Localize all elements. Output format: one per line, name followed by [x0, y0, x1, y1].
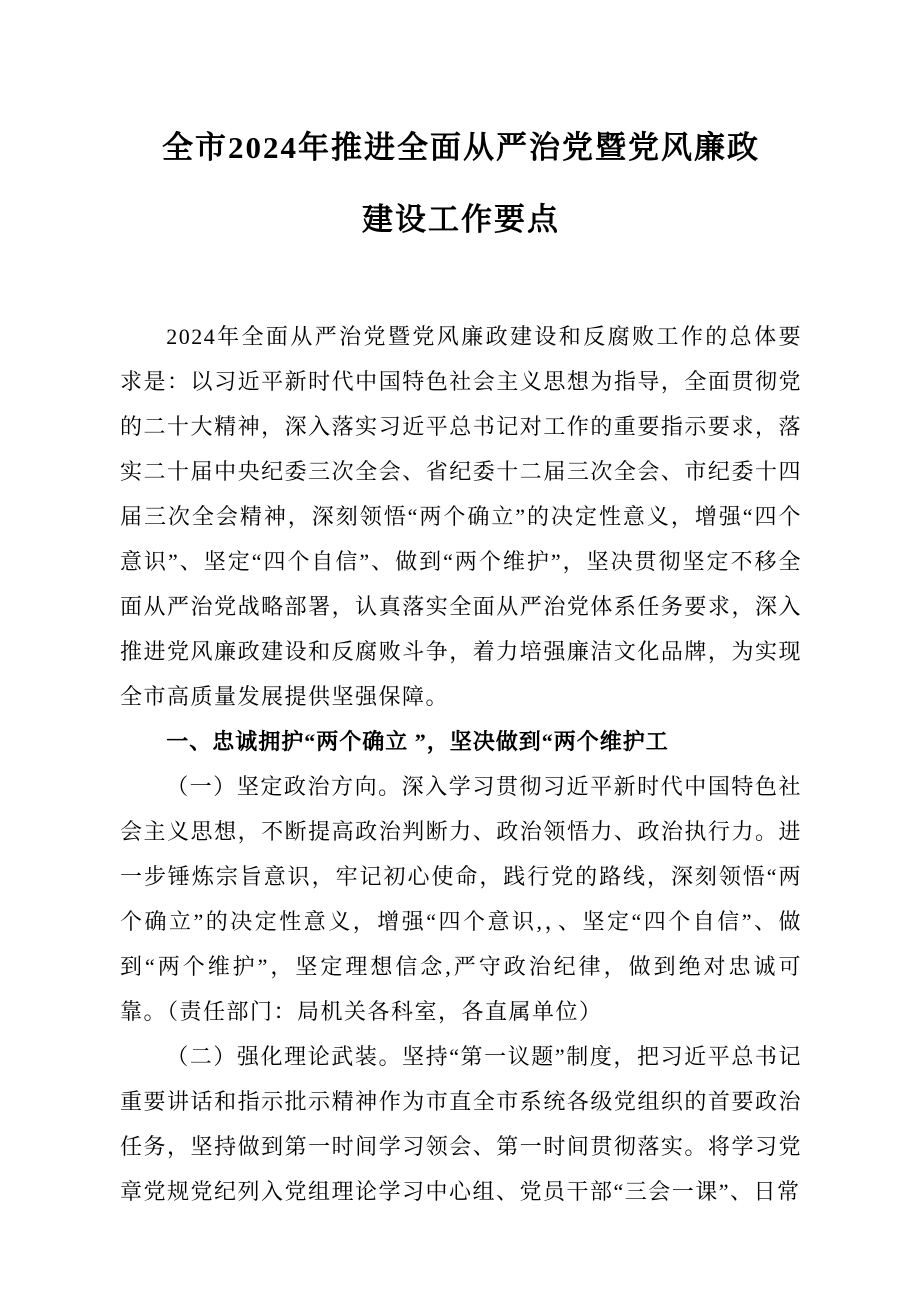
document-body — [120, 314, 802, 1214]
paragraph-item-1: （一）坚定政治方向。深入学习贯彻习近平新时代中国特色社会主义思想，不断提高政治判断力、政治领悟力、政治执行力。进一步锤炼宗旨意识，牢记初心使命，践行党的路线，深刻领悟“两个确立”的决定性意义，增强“四个意识,，、坚定“四个自信”、做到“两个维护”，坚定理想信念,严守政治纪律，做到绝对忠诚可靠。（责任部门：局机关各科室，各直属单位） — [120, 774, 802, 1024]
paragraph-overview: 2024年全面从严治党暨党风廉政建设和反腐败工作的总体要求是：以习近平新时代中国特色社会主义思想为指导，全面贯彻党的二十大精神，深入落实习近平总书记对工作的重要指示要求，落实二十届中央纪委三次全会、省纪委十二届三次全会、市纪委十四届三次全会精神，深刻领悟“两个确立”的决定性意义，增强“四个意识”、坚定“四个自信”、做到“两个维护”，坚决贯彻坚定不移全面从严治党战略部署，认真落实全面从严治党体系任务要求，深入推进党风廉政建设和反腐败斗争，着力培强廉洁文化品牌，为实现全市高质量发展提供坚强保障。 — [120, 324, 802, 709]
paragraph-item-2: （二）强化理论武装。坚持“第一议题”制度，把习近平总书记重要讲话和指示批示精神作为市直全市系统各级党组织的首要政治任务，坚持做到第一时间学习领会、第一时间贯彻落实。将学习党章党规党纪列入党组理论学习中心组、党员干部“三会一课”、日常 — [120, 1044, 802, 1204]
document-title-line-2: 建设工作要点 — [362, 202, 560, 237]
document-title-line-1: 全市2024年推进全面从严治党暨党风廉政 — [162, 130, 760, 165]
document-title — [120, 112, 802, 256]
section-heading-1: 一、忠诚拥护“两个确立 ”，坚决做到“两个维护工 — [166, 729, 669, 754]
